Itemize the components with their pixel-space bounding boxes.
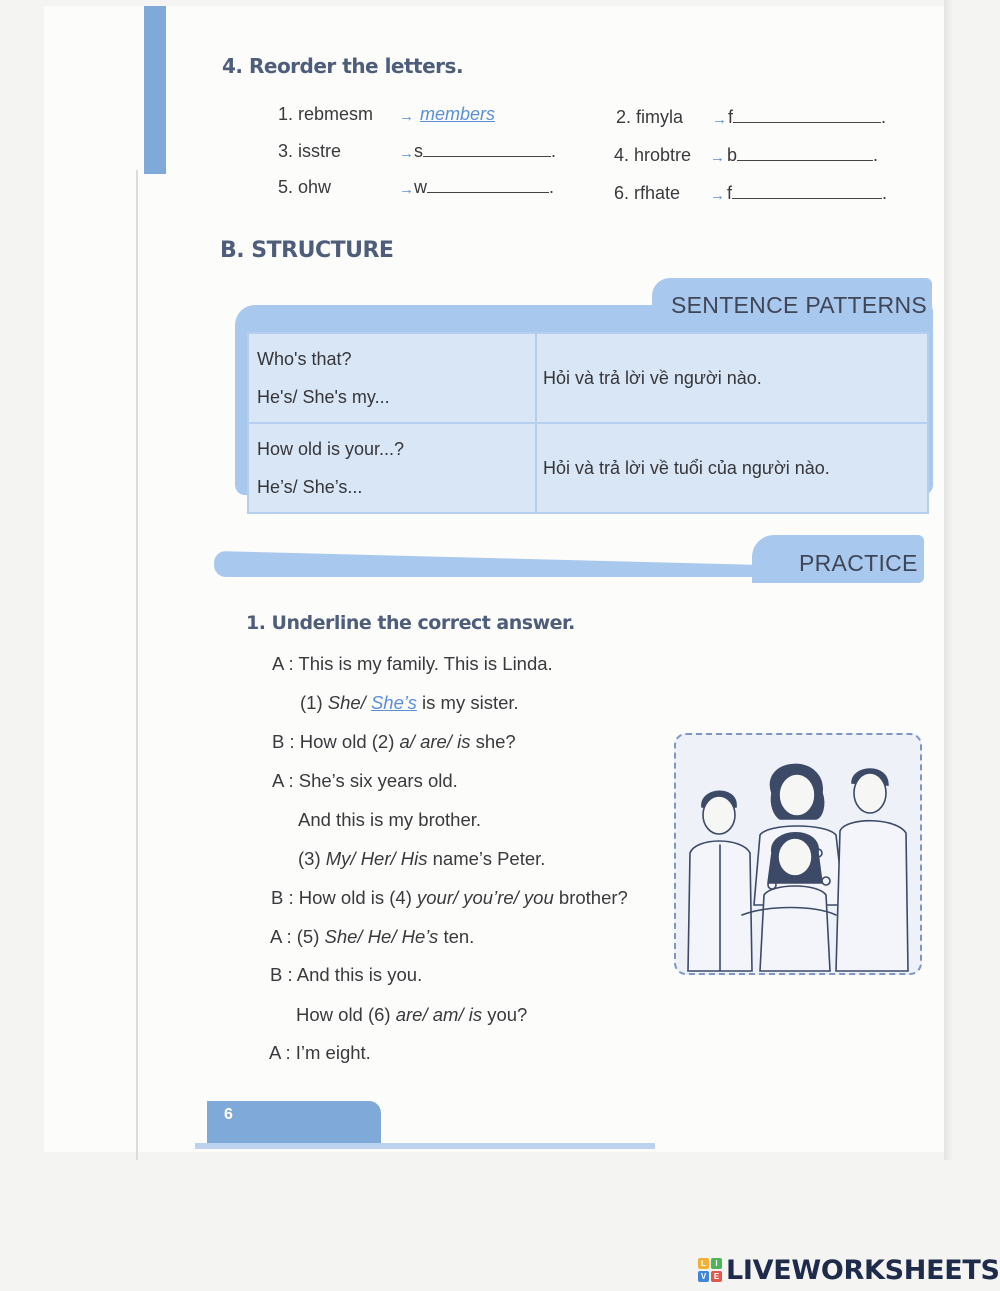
answer-prefix: f: [728, 107, 734, 127]
family-drawing: [676, 735, 920, 973]
item-number: 1.: [278, 104, 294, 124]
answer-field-3[interactable]: [423, 141, 551, 157]
answer-end: .: [551, 141, 557, 161]
answer-field-5[interactable]: [427, 177, 549, 193]
arrow-icon: →: [399, 108, 414, 125]
dialogue-line: [296, 1004, 527, 1026]
line-text: She’s six years old.: [298, 770, 458, 791]
pattern-question: Who's that?: [257, 349, 352, 369]
scrambled-word: isstre: [298, 141, 342, 161]
line-text: This is my family. This is Linda.: [298, 653, 553, 674]
scrambled-word: rebmesm: [298, 104, 374, 124]
dialogue-line: [272, 770, 458, 792]
line-text: (3): [298, 848, 326, 869]
dialogue-line: [300, 692, 519, 714]
option-choice[interactable]: are/ am/ is: [395, 1004, 483, 1025]
line-text: I’m eight.: [295, 1042, 371, 1063]
scrambled-word: hrobtre: [634, 145, 692, 165]
line-text: (1): [300, 692, 328, 713]
speaker: A :: [269, 1042, 291, 1063]
speaker: B :: [271, 887, 294, 908]
practice-exercise-title: 1. Underline the correct answer.: [246, 612, 575, 634]
family-illustration: [674, 733, 922, 975]
arrow-icon: →: [399, 145, 414, 162]
sentence-patterns-table: [247, 332, 929, 514]
dialogue-line: [270, 964, 422, 986]
sentence-patterns-label: SENTENCE PATTERNS: [671, 292, 927, 318]
item-number: 6.: [614, 183, 630, 203]
dialogue-line: [298, 809, 481, 831]
arrow-icon: →: [710, 149, 725, 166]
exercise-4-title: 4. Reorder the letters.: [222, 54, 464, 78]
item-number: 4.: [614, 145, 630, 165]
pattern-row: [248, 423, 928, 513]
pattern-answer: He's/ She's my...: [257, 387, 390, 407]
option-choice[interactable]: a/ are/ is: [399, 731, 471, 752]
pattern-row: [248, 333, 928, 423]
line-text: brother?: [553, 887, 628, 908]
line-text: How old (6): [296, 1004, 396, 1025]
answer-field-2[interactable]: [733, 107, 881, 123]
speaker: B :: [270, 964, 293, 985]
option-choice[interactable]: She/ He/ He’s: [324, 926, 439, 947]
brand-name: LIVEWORKSHEETS: [726, 1254, 1000, 1286]
answer-end: .: [881, 107, 887, 127]
answer-field-1[interactable]: members: [420, 104, 496, 124]
page-number-tab: [207, 1101, 381, 1145]
option-choice[interactable]: She/: [327, 692, 371, 713]
speaker: A :: [272, 770, 294, 791]
line-text: And this is you.: [296, 964, 423, 985]
dialogue-line: [270, 926, 474, 948]
answer-end: .: [882, 183, 888, 203]
answer-prefix: f: [727, 183, 733, 203]
line-text: And this is my brother.: [298, 809, 482, 830]
scrambled-word: rfhate: [634, 183, 681, 203]
item-number: 5.: [278, 177, 294, 197]
arrow-icon: →: [712, 111, 727, 128]
footer-band: [195, 1143, 655, 1149]
line-text: ten.: [438, 926, 475, 947]
page-number: 6: [224, 1106, 233, 1123]
pattern-cell: [248, 333, 536, 423]
arrow-icon: →: [710, 187, 725, 204]
scan-shadow: [136, 170, 138, 1160]
dialogue-line: [298, 848, 545, 870]
line-text: is my sister.: [416, 692, 519, 713]
pattern-meaning: Hỏi và trả lời về người nào.: [536, 333, 928, 423]
color-stripe: [144, 6, 166, 174]
pattern-cell: [248, 423, 536, 513]
logo-grid-icon: L I V E: [698, 1258, 722, 1282]
answer-prefix: w: [414, 177, 427, 197]
pattern-meaning: Hỏi và trả lời về tuổi của người nào.: [536, 423, 928, 513]
item-number: 3.: [278, 141, 294, 161]
line-text: How old (2): [299, 731, 400, 752]
line-text: she?: [470, 731, 516, 752]
option-choice[interactable]: your/ you’re/ you: [417, 887, 554, 908]
answer-field-4[interactable]: [737, 145, 873, 161]
arrow-icon: →: [399, 181, 414, 198]
pattern-question: How old is your...?: [257, 439, 405, 459]
speaker: B :: [272, 731, 295, 752]
answer-end: .: [549, 177, 555, 197]
line-text: name’s Peter.: [427, 848, 546, 869]
speaker: A :: [270, 926, 292, 947]
option-choice[interactable]: My/ Her/ His: [325, 848, 428, 869]
dialogue-line: [272, 653, 553, 675]
line-text: (5): [296, 926, 325, 947]
page-edge: [944, 0, 954, 1160]
item-number: 2.: [616, 107, 632, 127]
practice-label: PRACTICE: [799, 550, 918, 576]
answer-prefix: s: [414, 141, 423, 161]
dialogue-line: [269, 1042, 371, 1064]
pattern-answer: He’s/ She’s...: [257, 477, 363, 497]
dialogue-line: [272, 731, 516, 753]
dialogue-line: [271, 887, 628, 909]
scrambled-word: fimyla: [636, 107, 684, 127]
line-text: How old is (4): [298, 887, 417, 908]
line-text: you?: [482, 1004, 528, 1025]
liveworksheets-logo: [698, 1253, 1000, 1287]
speaker: A :: [272, 653, 294, 674]
scrambled-word: ohw: [298, 177, 332, 197]
selected-answer[interactable]: She’s: [370, 692, 417, 713]
structure-title: B. STRUCTURE: [220, 238, 394, 263]
answer-field-6[interactable]: [732, 183, 882, 199]
answer-end: .: [873, 145, 879, 165]
answer-prefix: b: [727, 145, 738, 165]
